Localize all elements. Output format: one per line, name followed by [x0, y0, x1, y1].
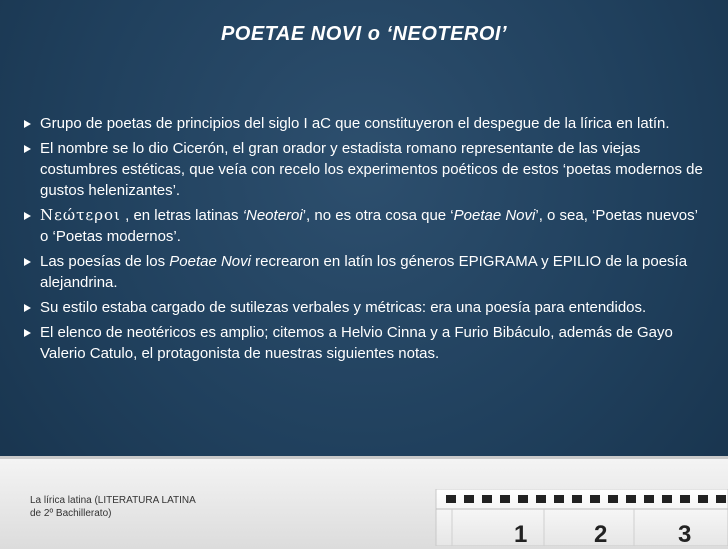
sprocket-hole: [680, 495, 690, 503]
bullet-arrow-icon: [24, 145, 31, 153]
bullet-arrow-icon: [24, 304, 31, 312]
bullet-item: [24, 322, 704, 364]
italic-term: Poetae Novi: [169, 253, 251, 270]
bullet-item: [24, 205, 704, 247]
film-number: 2: [594, 521, 608, 546]
bullet-text: Grupo de poetas de principios del siglo I aC que constituyeron el despegue de la lírica en latín.: [40, 115, 670, 132]
bullet-text: El elenco de neotéricos es amplio; citemos a Helvio Cinna y a Furio Bibáculo, además de Gayo Valerio Catulo, el protagonista de nuestras siguientes notas.: [40, 324, 673, 362]
bullet-text: Su estilo estaba cargado de sutilezas verbales y métricas: era una poesía para entendidos.: [40, 299, 647, 316]
bullet-arrow-icon: [24, 258, 31, 266]
bullet-item: [24, 113, 704, 134]
sprocket-hole: [500, 495, 510, 503]
sprocket-hole: [536, 495, 546, 503]
bullet-item: [24, 297, 704, 318]
italic-term: ‘Neoteroi: [242, 207, 303, 224]
film-number: 1: [514, 521, 528, 546]
sprocket-hole: [464, 495, 474, 503]
bullet-text: Las poesías de los: [40, 253, 170, 270]
footer-line: de 2º Bachillerato): [30, 508, 112, 519]
sprocket-hole: [482, 495, 492, 503]
sprocket-hole: [608, 495, 618, 503]
sprocket-hole: [446, 495, 456, 503]
sprocket-hole: [626, 495, 636, 503]
sprocket-hole: [698, 495, 708, 503]
bullet-item: [24, 251, 704, 293]
italic-term: Poetae Novi: [453, 207, 536, 224]
bullet-item: [24, 138, 704, 201]
sprocket-hole: [644, 495, 654, 503]
sprocket-hole: [572, 495, 582, 503]
bullet-text: ’, no es otra cosa que ‘: [302, 207, 454, 224]
bullet-text: , en letras latinas: [120, 207, 243, 224]
sprocket-hole: [554, 495, 564, 503]
film-strip-graphic: [434, 489, 728, 546]
greek-word: Νεώτεροι: [40, 206, 121, 224]
film-number: 3: [678, 521, 692, 546]
sprocket-hole: [518, 495, 528, 503]
bullet-text: El nombre se lo dio Cicerón, el gran orador y estadista romano representante de las viejas costumbres estéticas, que veía con recelo los experimentos poéticos de estos ‘poetas modernos de gustos helenizantes’.: [40, 140, 703, 199]
bullet-text: recrearon en latín los géneros EPIGRAMA y EPILIO de la poesía alejandrina.: [40, 253, 688, 291]
sprocket-hole: [716, 495, 726, 503]
bullet-list: [24, 113, 704, 368]
footer-line: La lírica latina (LITERATURA LATINA: [30, 495, 196, 506]
bullet-arrow-icon: [24, 212, 31, 220]
sprocket-hole: [662, 495, 672, 503]
slide-title: POETAE NOVI o ‘NEOTEROI’: [220, 23, 508, 45]
bullet-text: ’, o sea, ‘Poetas nuevos’ o ‘Poetas modernos’.: [40, 207, 698, 245]
sprocket-hole: [590, 495, 600, 503]
bullet-arrow-icon: [24, 329, 31, 337]
footer-caption: [30, 494, 270, 520]
bullet-arrow-icon: [24, 120, 31, 128]
